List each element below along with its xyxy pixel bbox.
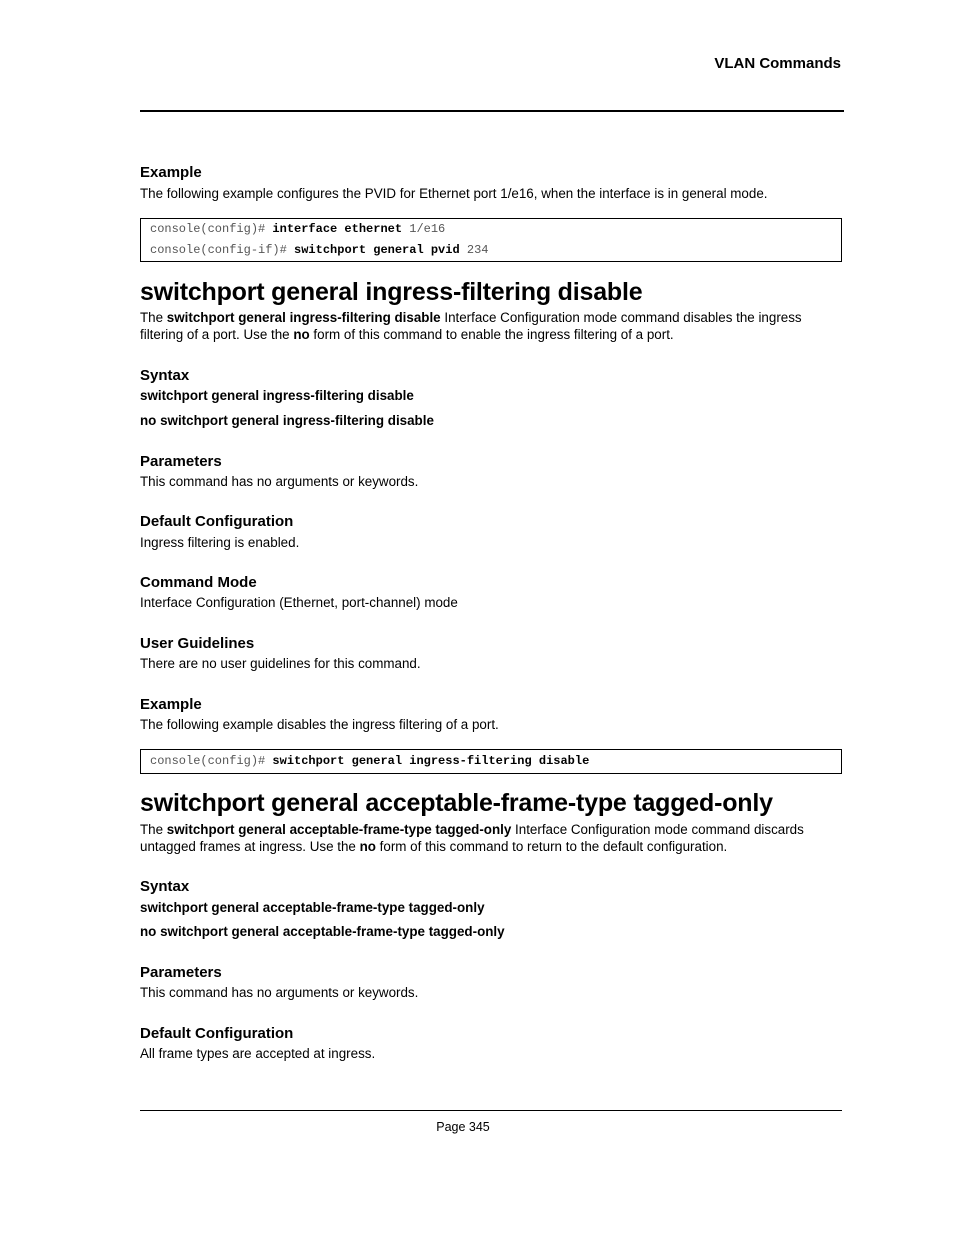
intro-text: Interface Configuration mode command discards untagged frames at ingress. Use the	[140, 822, 804, 854]
parameters-heading: Parameters	[140, 964, 222, 981]
code-command: switchport general ingress-filtering disable	[272, 754, 590, 768]
code-line	[141, 219, 841, 240]
syntax-line: no switchport general acceptable-frame-type tagged-only	[140, 924, 505, 939]
code-prompt: console(config)#	[150, 222, 273, 236]
parameters-text: This command has no arguments or keywords.	[140, 474, 419, 489]
code-argument: 1/e16	[402, 222, 446, 236]
syntax-line: switchport general ingress-filtering disable	[140, 388, 414, 403]
syntax-line: switchport general acceptable-frame-type tagged-only	[140, 900, 485, 915]
page-header-title: VLAN Commands	[714, 55, 841, 72]
parameters-text: This command has no arguments or keywords.	[140, 985, 419, 1000]
default-text: Ingress filtering is enabled.	[140, 535, 300, 550]
default-text: All frame types are accepted at ingress.	[140, 1046, 376, 1061]
intro-text: The	[140, 310, 167, 325]
example-text: The following example configures the PVID for Ethernet port 1/e16, when the interface is in general mode.	[140, 186, 768, 201]
default-heading: Default Configuration	[140, 513, 294, 530]
intro-text: form of this command to enable the ingress filtering of a port.	[309, 327, 674, 342]
example-text: The following example disables the ingress filtering of a port.	[140, 717, 499, 732]
intro-text: form of this command to return to the default configuration.	[375, 839, 728, 854]
syntax-heading: Syntax	[140, 878, 190, 895]
code-line	[141, 750, 841, 773]
intro-command: switchport general ingress-filtering disable	[166, 310, 441, 325]
mode-text: Interface Configuration (Ethernet, port-channel) mode	[140, 595, 458, 610]
example-heading: Example	[140, 164, 202, 181]
code-line	[141, 240, 841, 261]
syntax-heading: Syntax	[140, 367, 190, 384]
section-title: switchport general acceptable-frame-type tagged-only	[140, 789, 773, 817]
intro-no-keyword: no	[359, 839, 376, 854]
section-title: switchport general ingress-filtering disable	[140, 278, 643, 306]
intro-text: Interface Configuration mode command disables the ingress filtering of a port. Use the	[140, 310, 802, 342]
intro-no-keyword: no	[293, 327, 310, 342]
code-argument: 234	[459, 243, 489, 257]
code-prompt: console(config)#	[150, 754, 273, 768]
footer-rule	[140, 1110, 842, 1111]
code-prompt: console(config-if)#	[150, 243, 295, 257]
intro-command: switchport general acceptable-frame-type tagged-only	[166, 822, 512, 837]
default-heading: Default Configuration	[140, 1025, 294, 1042]
code-block	[140, 749, 842, 774]
header-rule	[140, 110, 844, 112]
code-block	[140, 218, 842, 262]
mode-heading: Command Mode	[140, 574, 257, 591]
section-intro	[140, 309, 842, 343]
guidelines-text: There are no user guidelines for this command.	[140, 656, 421, 671]
example-heading: Example	[140, 696, 202, 713]
code-command: switchport general pvid	[294, 243, 460, 257]
parameters-heading: Parameters	[140, 453, 222, 470]
syntax-line: no switchport general ingress-filtering disable	[140, 413, 434, 428]
code-command: interface ethernet	[272, 222, 403, 236]
intro-text: The	[140, 822, 167, 837]
page-number: Page 345	[436, 1120, 490, 1134]
section-intro	[140, 821, 842, 855]
guidelines-heading: User Guidelines	[140, 635, 255, 652]
